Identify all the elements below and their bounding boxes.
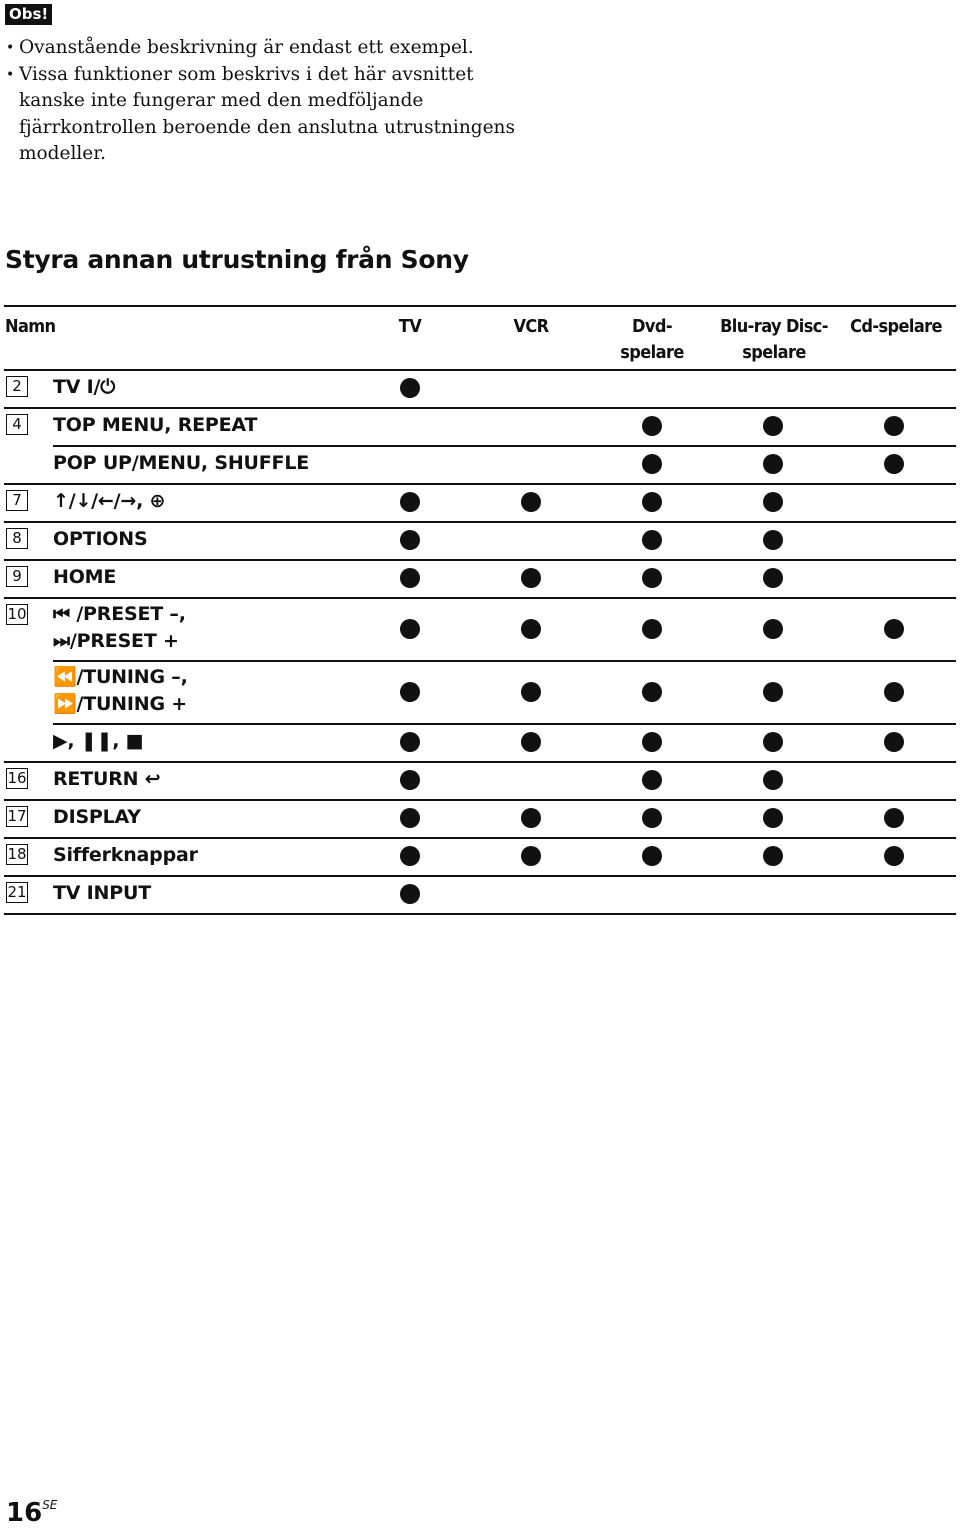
- support-dot-bluray: [763, 682, 783, 702]
- support-dot-cd: [884, 416, 904, 436]
- support-dot-vcr: [521, 732, 541, 752]
- support-dot-dvd: [642, 568, 662, 588]
- row-name: [53, 766, 160, 793]
- header-dvd: Dvd- spelare: [620, 316, 684, 363]
- support-dot-tv: [400, 846, 420, 866]
- row-divider: [4, 559, 956, 561]
- support-dot-dvd: [642, 454, 662, 474]
- note-item: • Vissa funktioner som beskrivs i det här avsnittet kanske inte fungerar med den medföljande fjärrkontrollen beroende den anslutna utrustningens modeller.: [6, 62, 526, 168]
- row-number-badge: 4: [6, 414, 28, 435]
- support-dot-bluray: [763, 492, 783, 512]
- row-name: [53, 412, 257, 439]
- row-name-line: TOP MENU, REPEAT: [53, 414, 258, 436]
- row-divider: [4, 521, 956, 523]
- support-dot-vcr: [521, 682, 541, 702]
- header-vcr: VCR: [513, 316, 549, 337]
- row-name-line: DISPLAY: [53, 806, 141, 828]
- support-dot-dvd: [642, 492, 662, 512]
- support-dot-dvd: [642, 732, 662, 752]
- support-dot-cd: [884, 732, 904, 752]
- row-name-line: OPTIONS: [53, 528, 148, 550]
- support-dot-bluray: [763, 416, 783, 436]
- row-number-badge: 17: [7, 807, 27, 825]
- page-number: $16^{SE}$: [6, 1498, 58, 1528]
- support-dot-vcr: [521, 568, 541, 588]
- row-divider: [4, 875, 956, 877]
- row-divider: [4, 597, 956, 599]
- row-divider: [53, 445, 956, 447]
- support-dot-dvd: [642, 619, 662, 639]
- support-dot-tv: [400, 682, 420, 702]
- support-dot-dvd: [642, 682, 662, 702]
- support-dot-bluray: [763, 846, 783, 866]
- row-divider: [4, 369, 956, 371]
- row-name: [53, 804, 141, 831]
- support-dot-tv: [400, 619, 420, 639]
- support-dot-dvd: [642, 530, 662, 550]
- support-dot-vcr: [521, 492, 541, 512]
- support-dot-cd: [884, 846, 904, 866]
- row-name-line: HOME: [53, 566, 117, 588]
- row-divider: [53, 723, 956, 725]
- support-dot-tv: [400, 770, 420, 790]
- row-name: [53, 728, 143, 755]
- row-name: [53, 450, 309, 477]
- row-number-badge: 9: [6, 566, 28, 587]
- row-name-line: ⏭/PRESET +: [53, 630, 179, 652]
- row-name-line: RETURN ↩: [53, 768, 161, 790]
- support-dot-tv: [400, 378, 420, 398]
- row-name: [53, 842, 198, 869]
- support-dot-cd: [884, 619, 904, 639]
- row-name-line: ⏩/TUNING +: [53, 693, 187, 715]
- row-number-badge: 2: [6, 376, 28, 397]
- row-divider: [4, 407, 956, 409]
- support-dot-vcr: [521, 619, 541, 639]
- row-number-badge: 7: [6, 490, 28, 511]
- row-divider: [4, 483, 956, 485]
- support-dot-cd: [884, 808, 904, 828]
- support-dot-tv: [400, 568, 420, 588]
- section-title: Styra annan utrustning från Sony: [5, 245, 469, 274]
- support-dot-tv: [400, 808, 420, 828]
- notes-list: [6, 35, 526, 168]
- support-dot-tv: [400, 884, 420, 904]
- row-number-badge: 21: [7, 883, 27, 901]
- support-dot-bluray: [763, 568, 783, 588]
- support-dot-bluray: [763, 732, 783, 752]
- row-name: [53, 374, 115, 401]
- row-divider: [4, 837, 956, 839]
- support-dot-vcr: [521, 808, 541, 828]
- support-dot-dvd: [642, 846, 662, 866]
- support-dot-tv: [400, 732, 420, 752]
- header-tv: TV: [398, 316, 422, 337]
- support-dot-bluray: [763, 530, 783, 550]
- row-divider: [53, 660, 956, 662]
- support-dot-bluray: [763, 454, 783, 474]
- support-dot-tv: [400, 492, 420, 512]
- row-name: [53, 880, 151, 907]
- table-top-rule: [4, 305, 956, 307]
- header-bluray: Blu-ray Disc- spelare: [720, 316, 828, 363]
- row-name-line: ▶, ❚❚, ■: [53, 730, 144, 752]
- support-dot-dvd: [642, 808, 662, 828]
- row-name-line: ⏪/TUNING –,: [53, 666, 188, 688]
- row-number-badge: 10: [7, 605, 27, 623]
- row-number-badge: 16: [7, 769, 27, 787]
- row-name: [53, 526, 147, 553]
- support-dot-cd: [884, 454, 904, 474]
- row-name: [53, 664, 188, 718]
- row-name-line: Sifferknappar: [53, 844, 198, 866]
- row-name: [53, 601, 186, 655]
- row-name: [53, 564, 116, 591]
- note-label: Obs!: [5, 4, 52, 25]
- header-cd: Cd-spelare: [850, 316, 942, 337]
- row-number-badge: 18: [7, 845, 27, 863]
- row-name-line: ↑/↓/←/→, ⊕: [53, 490, 166, 512]
- row-number-badge: 8: [6, 528, 28, 549]
- table-bottom-rule: [4, 913, 956, 915]
- note-item: • Ovanstående beskrivning är endast ett exempel.: [6, 35, 526, 62]
- support-dot-bluray: [763, 619, 783, 639]
- support-dot-tv: [400, 530, 420, 550]
- row-name-line: ⏮ /PRESET –,: [53, 603, 186, 625]
- support-dot-dvd: [642, 416, 662, 436]
- row-name: [53, 488, 165, 515]
- row-name-line: POP UP/MENU, SHUFFLE: [53, 452, 310, 474]
- support-dot-vcr: [521, 846, 541, 866]
- row-divider: [4, 761, 956, 763]
- support-dot-dvd: [642, 770, 662, 790]
- header-name: Namn: [5, 316, 56, 337]
- row-divider: [4, 799, 956, 801]
- support-dot-cd: [884, 682, 904, 702]
- row-name-line: TV INPUT: [53, 882, 151, 904]
- support-dot-bluray: [763, 770, 783, 790]
- row-name-line: TV I/⏻: [53, 376, 116, 398]
- support-dot-bluray: [763, 808, 783, 828]
